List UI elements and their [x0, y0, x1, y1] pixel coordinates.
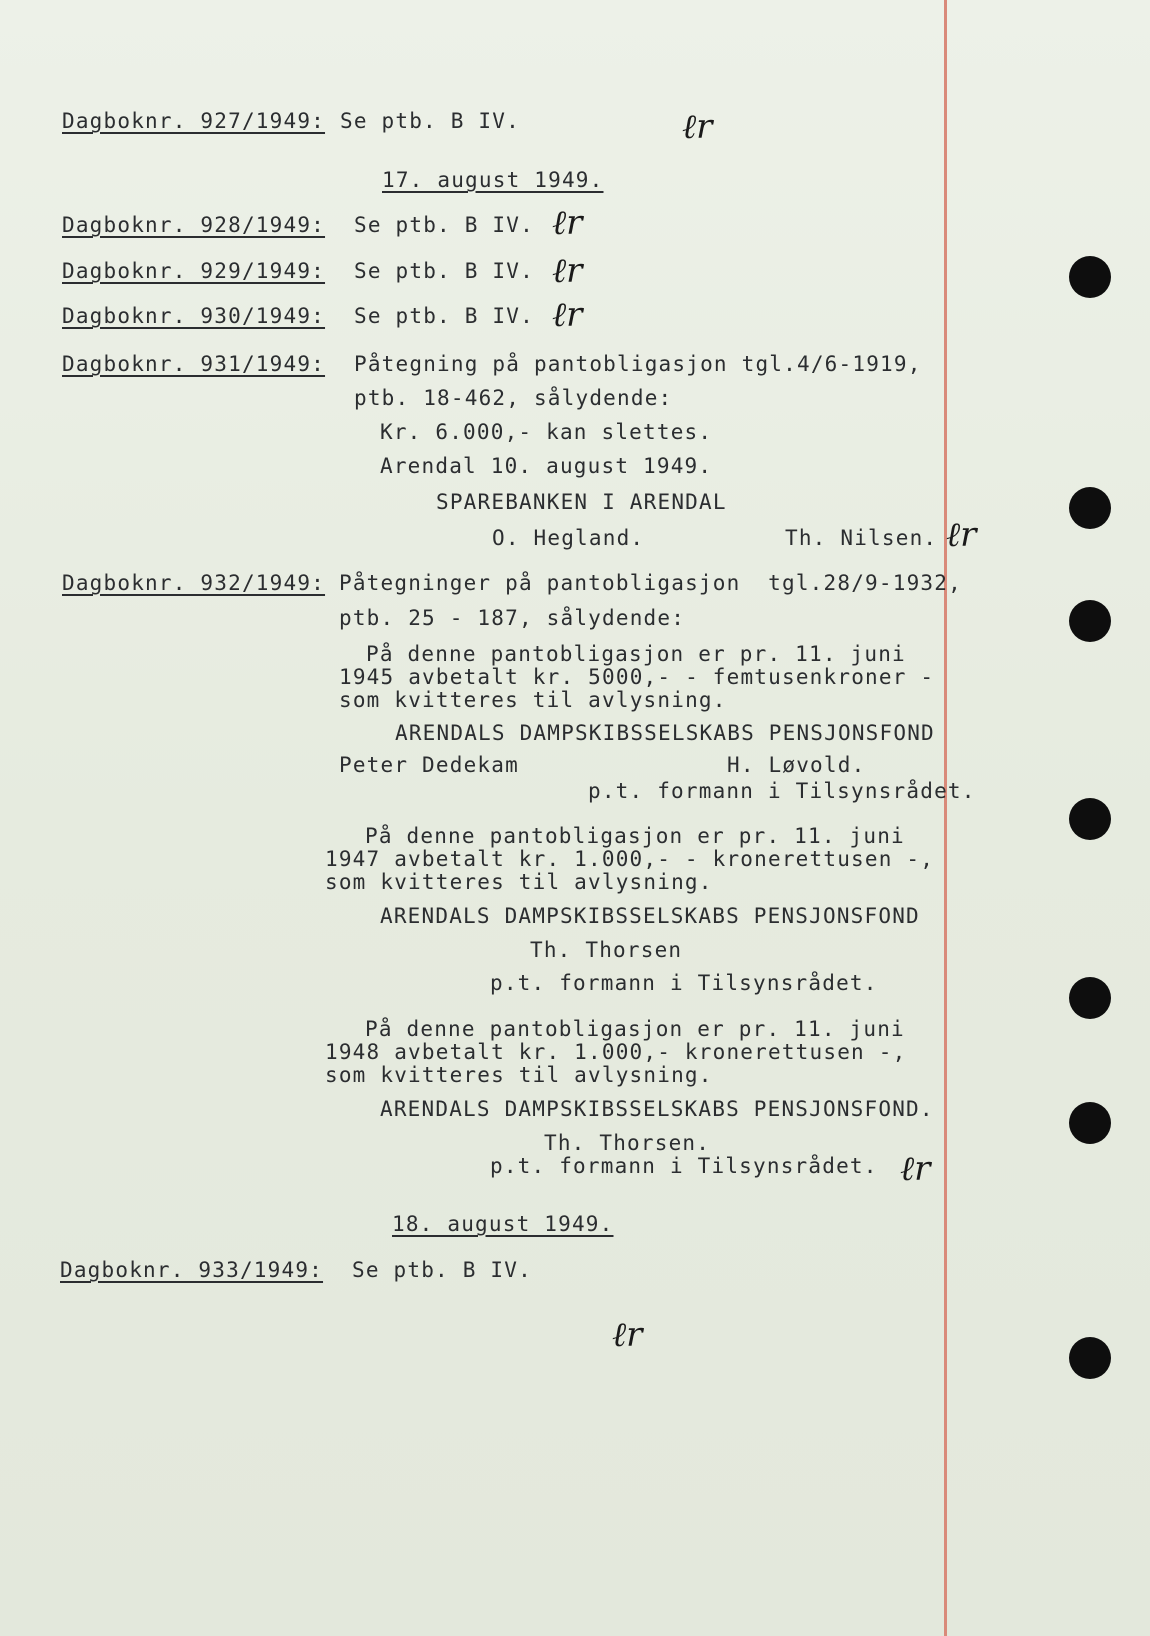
entry-932-signature: Th. Thorsen.	[544, 1131, 711, 1155]
entry-931-bank: SPAREBANKEN I ARENDAL	[436, 490, 727, 514]
red-margin-line	[944, 0, 947, 1636]
initials-mark: ℓr	[900, 1149, 931, 1189]
date-heading-1: 17. august 1949.	[382, 168, 604, 192]
entry-931-line: Påtegning på pantobligasjon tgl.4/6-1919,	[354, 352, 922, 376]
entry-932-title: p.t. formann i Tilsynsrådet.	[490, 1154, 878, 1178]
punch-hole	[1069, 1102, 1111, 1144]
entry-932-note: 1948 avbetalt kr. 1.000,- kronerettusen -,	[325, 1040, 907, 1064]
entry-928-text: Se ptb. B IV.	[354, 213, 534, 237]
entry-932-fund: ARENDALS DAMPSKIBSSELSKABS PENSJONSFOND	[395, 721, 935, 745]
entry-932-note: som kvitteres til avlysning.	[325, 870, 713, 894]
entry-932-note: som kvitteres til avlysning.	[339, 688, 727, 712]
entry-930-text: Se ptb. B IV.	[354, 304, 534, 328]
entry-932-note: På denne pantobligasjon er pr. 11. juni	[365, 1017, 905, 1041]
entry-932-signature: H. Løvold.	[727, 753, 866, 777]
entry-929-ref: Dagboknr. 929/1949:	[62, 259, 326, 283]
entry-929-text: Se ptb. B IV.	[354, 259, 534, 283]
punch-hole	[1069, 798, 1111, 840]
entry-927-ref: Dagboknr. 927/1949:	[62, 109, 326, 133]
entry-932-fund: ARENDALS DAMPSKIBSSELSKABS PENSJONSFOND	[380, 904, 920, 928]
entry-932-note: På denne pantobligasjon er pr. 11. juni	[365, 824, 905, 848]
entry-932-signature: Th. Thorsen	[530, 938, 683, 962]
entry-932-signature: Peter Dedekam	[339, 753, 519, 777]
entry-933-ref: Dagboknr. 933/1949:	[60, 1258, 324, 1282]
entry-930-ref: Dagboknr. 930/1949:	[62, 304, 326, 328]
initials-mark: ℓr	[612, 1315, 643, 1355]
entry-932-title: p.t. formann i Tilsynsrådet.	[490, 971, 878, 995]
punch-hole	[1069, 1337, 1111, 1379]
entry-927-text: Se ptb. B IV.	[340, 109, 520, 133]
entry-932-note: 1947 avbetalt kr. 1.000,- - kronerettusen -,	[325, 847, 935, 871]
entry-931-ref: Dagboknr. 931/1949:	[62, 352, 326, 376]
entry-932-note: 1945 avbetalt kr. 5000,- - femtusenkroner -	[339, 665, 935, 689]
entry-932-title: p.t. formann i Tilsynsrådet.	[588, 779, 976, 803]
entry-932-fund: ARENDALS DAMPSKIBSSELSKABS PENSJONSFOND.	[380, 1097, 934, 1121]
entry-932-note: På denne pantobligasjon er pr. 11. juni	[366, 642, 906, 666]
initials-mark: ℓr	[552, 203, 583, 243]
initials-mark: ℓr	[552, 251, 583, 291]
entry-931-signature: Th. Nilsen.	[785, 526, 938, 550]
entry-933-text: Se ptb. B IV.	[352, 1258, 532, 1282]
entry-931-signature: O. Hegland.	[492, 526, 645, 550]
entry-931-line: ptb. 18-462, sålydende:	[354, 386, 673, 410]
initials-mark: ℓr	[682, 107, 713, 147]
punch-hole	[1069, 256, 1111, 298]
entry-931-line: Kr. 6.000,- kan slettes.	[380, 420, 713, 444]
initials-mark: ℓr	[946, 515, 977, 555]
entry-932-line: Påtegninger på pantobligasjon tgl.28/9-1932,	[339, 571, 962, 595]
punch-hole	[1069, 600, 1111, 642]
punch-hole	[1069, 977, 1111, 1019]
entry-932-note: som kvitteres til avlysning.	[325, 1063, 713, 1087]
initials-mark: ℓr	[552, 295, 583, 335]
date-heading-2: 18. august 1949.	[392, 1212, 614, 1236]
entry-931-line: Arendal 10. august 1949.	[380, 454, 713, 478]
punch-hole	[1069, 487, 1111, 529]
entry-928-ref: Dagboknr. 928/1949:	[62, 213, 326, 237]
entry-932-ref: Dagboknr. 932/1949:	[62, 571, 326, 595]
entry-932-line: ptb. 25 - 187, sålydende:	[339, 606, 686, 630]
